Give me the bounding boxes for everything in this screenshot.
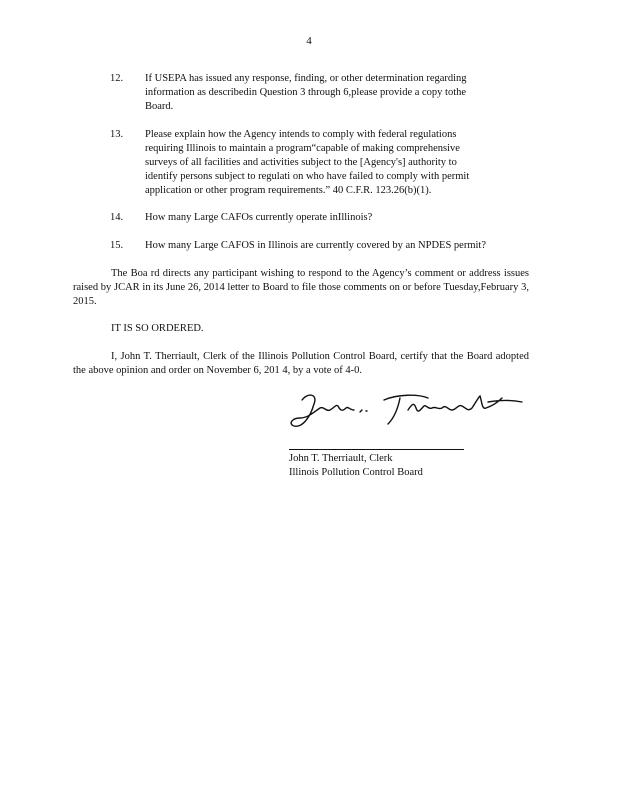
- question-text: [145, 72, 513, 114]
- question-number: 13.: [110, 129, 124, 140]
- question-line: How many Large CAFOs currently operate inIllinois?: [145, 212, 373, 223]
- certification-paragraph: I, John T. Therriault, Clerk of the Illinois Pollution Control Board, certify that the Board adopted the above opinion and order on November 6, 201 4, by a vote of 4-0.: [73, 351, 529, 376]
- question-line: Please explain how the Agency intends to comply with federal regulations: [145, 129, 457, 140]
- question-line: requiring Illinois to maintain a program“capable of making comprehensive: [145, 143, 460, 154]
- page-number: 4: [306, 35, 312, 47]
- question-line: information as describedin Question 3 through 6,please provide a copy tothe: [145, 87, 467, 98]
- question-text: [145, 211, 445, 225]
- question-line: Board.: [145, 101, 174, 112]
- question-number: 14.: [110, 212, 124, 223]
- question-line: If USEPA has issued any response, finding, or other determination regarding: [145, 73, 467, 84]
- question-line: application or other program requirements.” 40 C.F.R. 123.26(b)(1).: [145, 185, 432, 196]
- clerk-signature: [288, 388, 528, 433]
- question-text: [145, 128, 513, 198]
- question-line: surveys of all facilities and activities subject to the [Agency's] authority to: [145, 157, 457, 168]
- board-name: Illinois Pollution Control Board: [289, 467, 423, 478]
- question-line: identify persons subject to regulati on who have failed to comply with permit: [145, 171, 470, 182]
- question-number: 12.: [110, 73, 124, 84]
- signature-block: [289, 452, 423, 480]
- signature-line: [289, 449, 464, 450]
- question-line: How many Large CAFOS in Illinois are currently covered by an NPDES permit?: [145, 240, 486, 251]
- question-number: 15.: [110, 240, 124, 251]
- clerk-name: John T. Therriault, Clerk: [289, 453, 393, 464]
- board-directs-paragraph: The Boa rd directs any participant wishing to respond to the Agency’s comment or address issues raised by JCAR in its June 26, 2014 letter to Board to file those comments on or before Tuesday,February 3, 2015.: [73, 268, 529, 307]
- ordered-statement: IT IS SO ORDERED.: [111, 323, 204, 334]
- question-text: [145, 239, 545, 253]
